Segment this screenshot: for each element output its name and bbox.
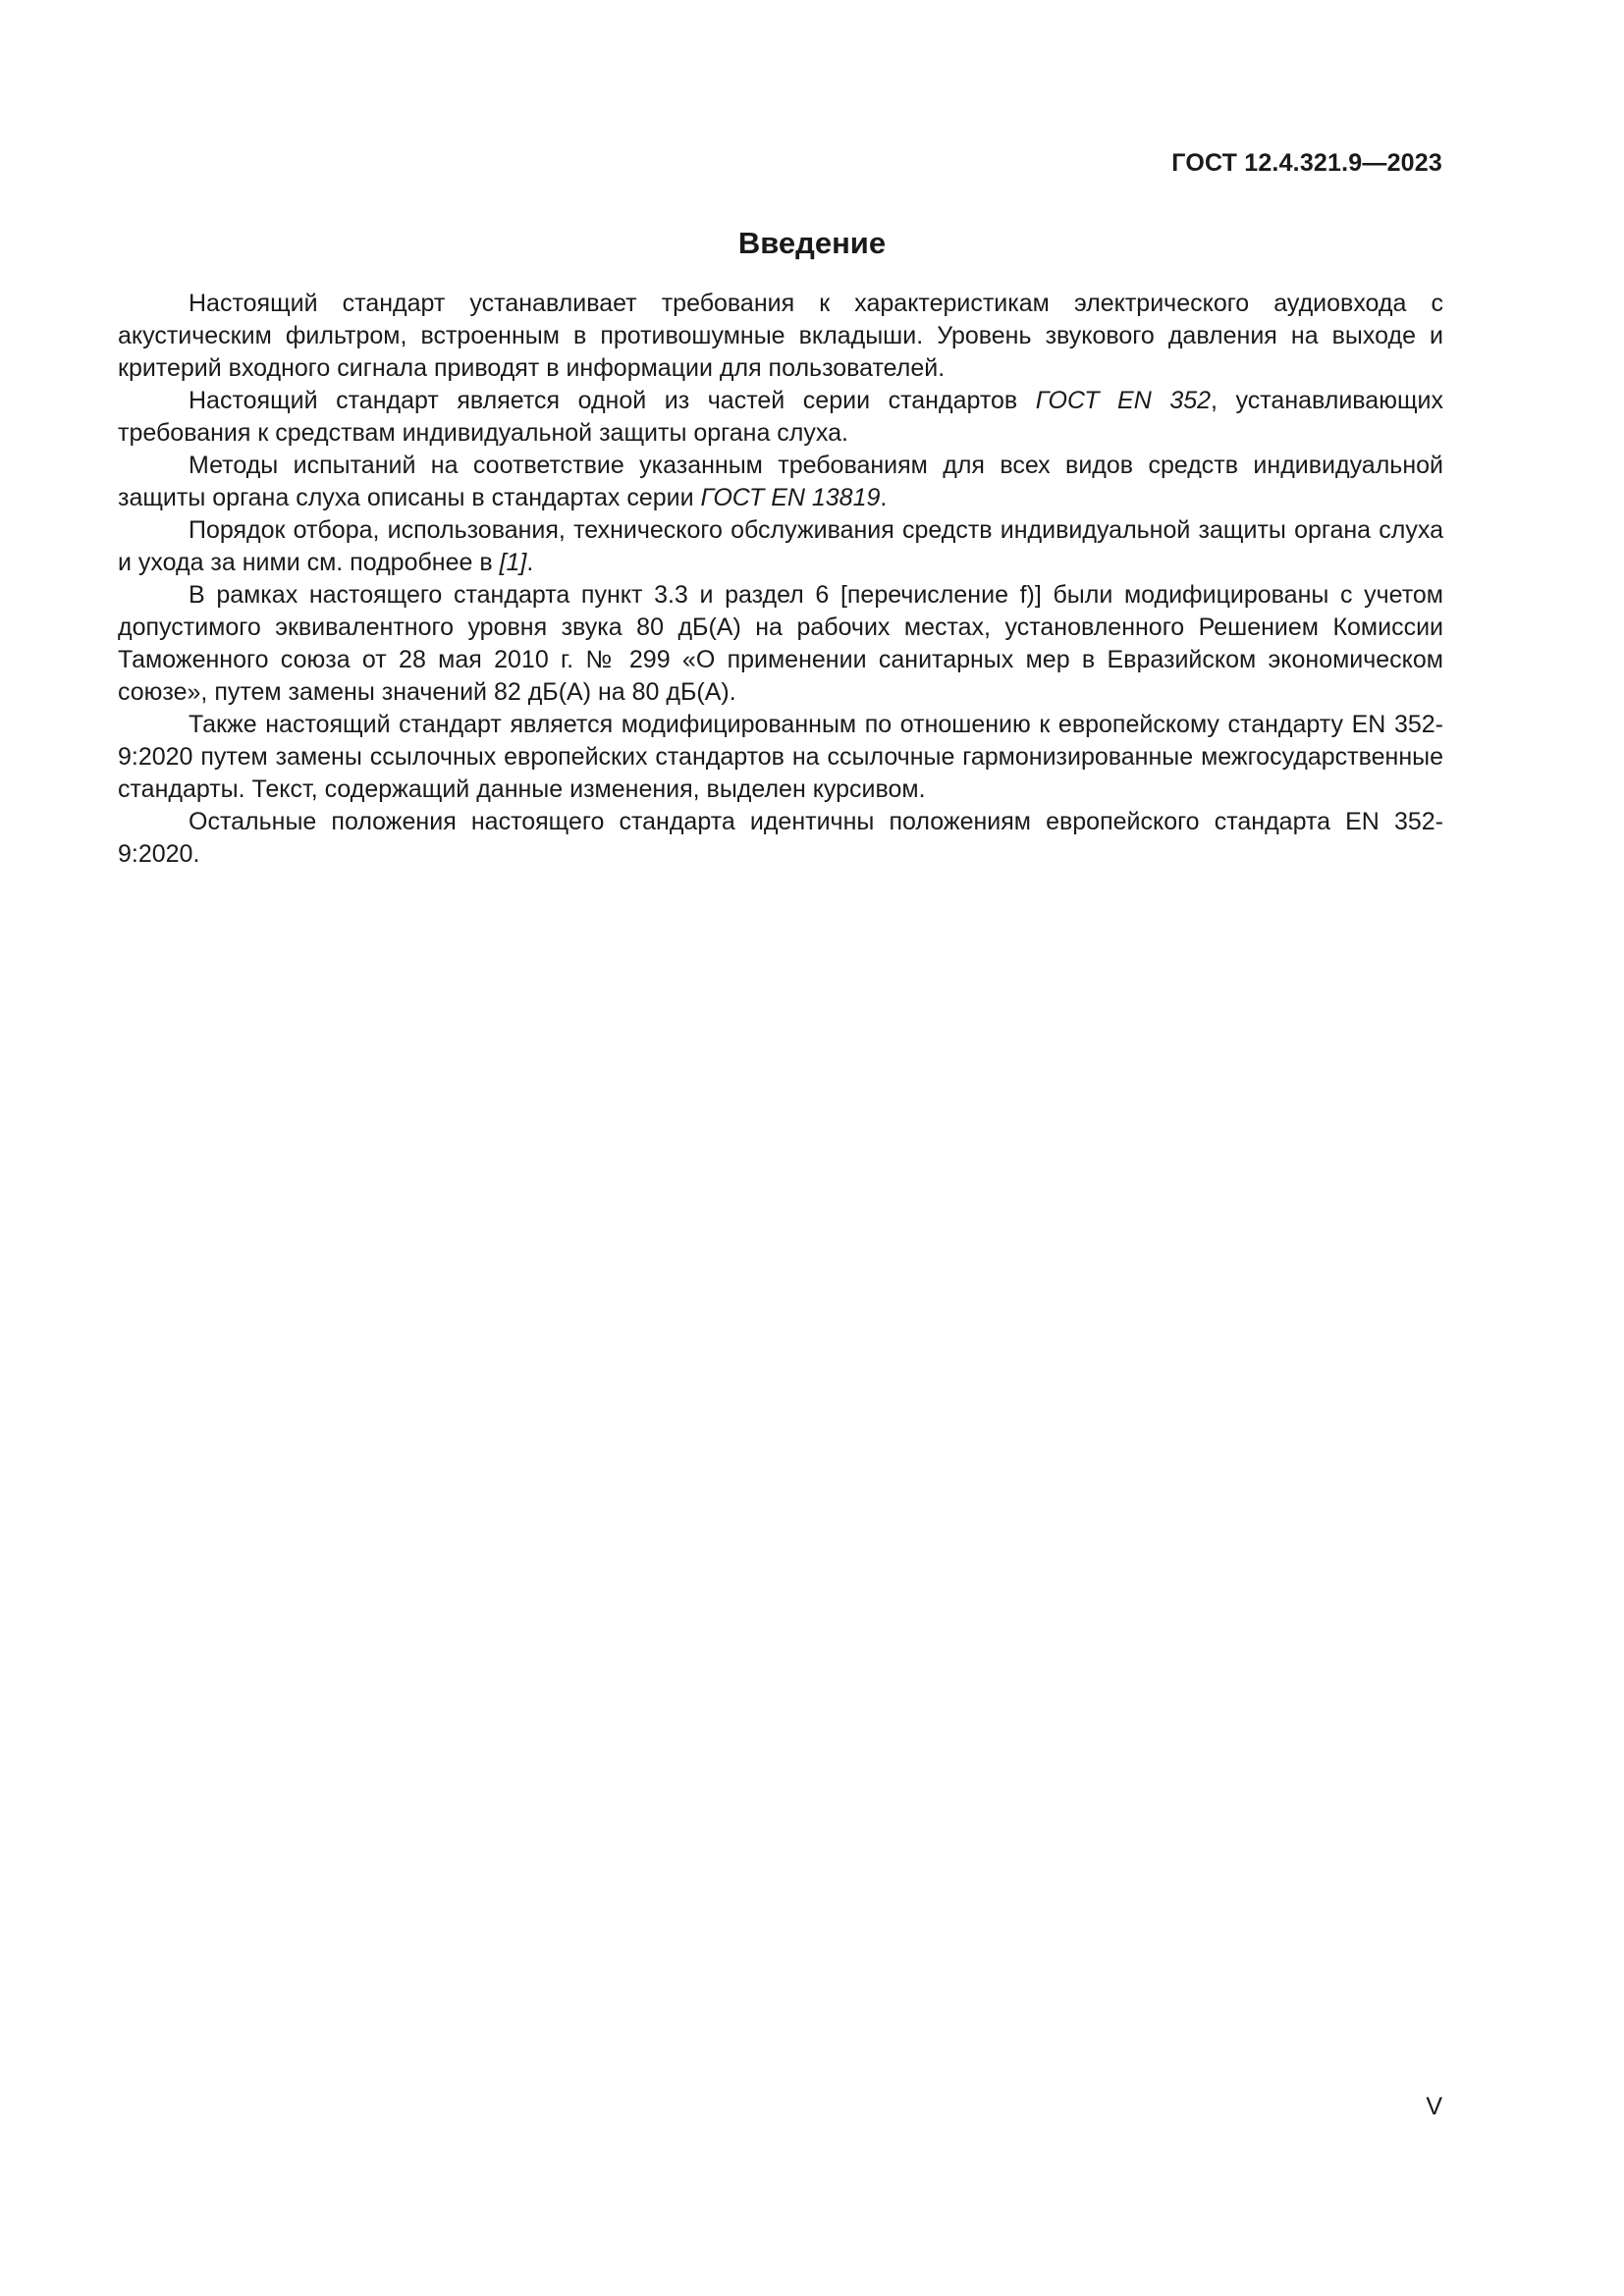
paragraph-1: Настоящий стандарт устанавливает требования к характеристикам электрического аудиовхода с акустическим фильтром, встроенным в противошумные вкладыши. Уровень звукового давления на выходе и критерий входного сигнала приводят в информации для пользователей. [118,290,1443,382]
bibliography-reference: [1] [499,549,527,576]
paragraph-3-text-end: . [880,484,888,511]
paragraph-5: В рамках настоящего стандарта пункт 3.3 и раздел 6 [перечисление f)] были модифицированы с учетом допустимого эквивалентного уровня звука 80 дБ(А) на рабочих местах, установленного Решением Комиссии Таможенного союза от 28 мая 2010 г. № 299 «О применении санитарных мер в Евразийском экономическом союзе», путем замены значений 82 дБ(А) на 80 дБ(А). [118,581,1443,706]
page-number: V [1426,2093,1442,2120]
paragraph-2-text-end: , устанавливающих требования к средствам индивидуальной защиты органа слуха. [118,387,1443,447]
standard-reference-gost-en-13819: ГОСТ EN 13819 [700,484,881,511]
section-title: Введение [737,226,887,260]
paragraph-6: Также настоящий стандарт является модифицированным по отношению к европейскому стандарту EN 352-9:2020 путем замены ссылочных европейских стандартов на ссылочные гармонизированные межгосударственные стандарты. Текст, содержащий данные изменения, выделен курсивом. [118,711,1443,803]
paragraph-4 [118,514,1443,579]
paragraph-2-text-start: Настоящий стандарт является одной из частей серии стандартов [189,387,1036,414]
paragraph-7: Остальные положения настоящего стандарта идентичны положениям европейского стандарта EN 352-9:2020. [118,808,1443,868]
paragraph-3-text-start: Методы испытаний на соответствие указанным требованиям для всех видов средств индивидуальной защиты органа слуха описаны в стандартах серии [118,452,1443,511]
paragraph-3 [118,450,1443,514]
paragraph-2 [118,385,1443,450]
paragraph-4-text-end: . [526,549,534,576]
paragraph-4-text-start: Порядок отбора, использования, технического обслуживания средств индивидуальной защиты органа слуха и ухода за ними см. подробнее в [118,516,1443,576]
section-body [118,288,1443,871]
standard-reference-gost-en-352: ГОСТ EN 352 [1035,387,1212,414]
document-number-header: ГОСТ 12.4.321.9—2023 [1171,149,1442,177]
